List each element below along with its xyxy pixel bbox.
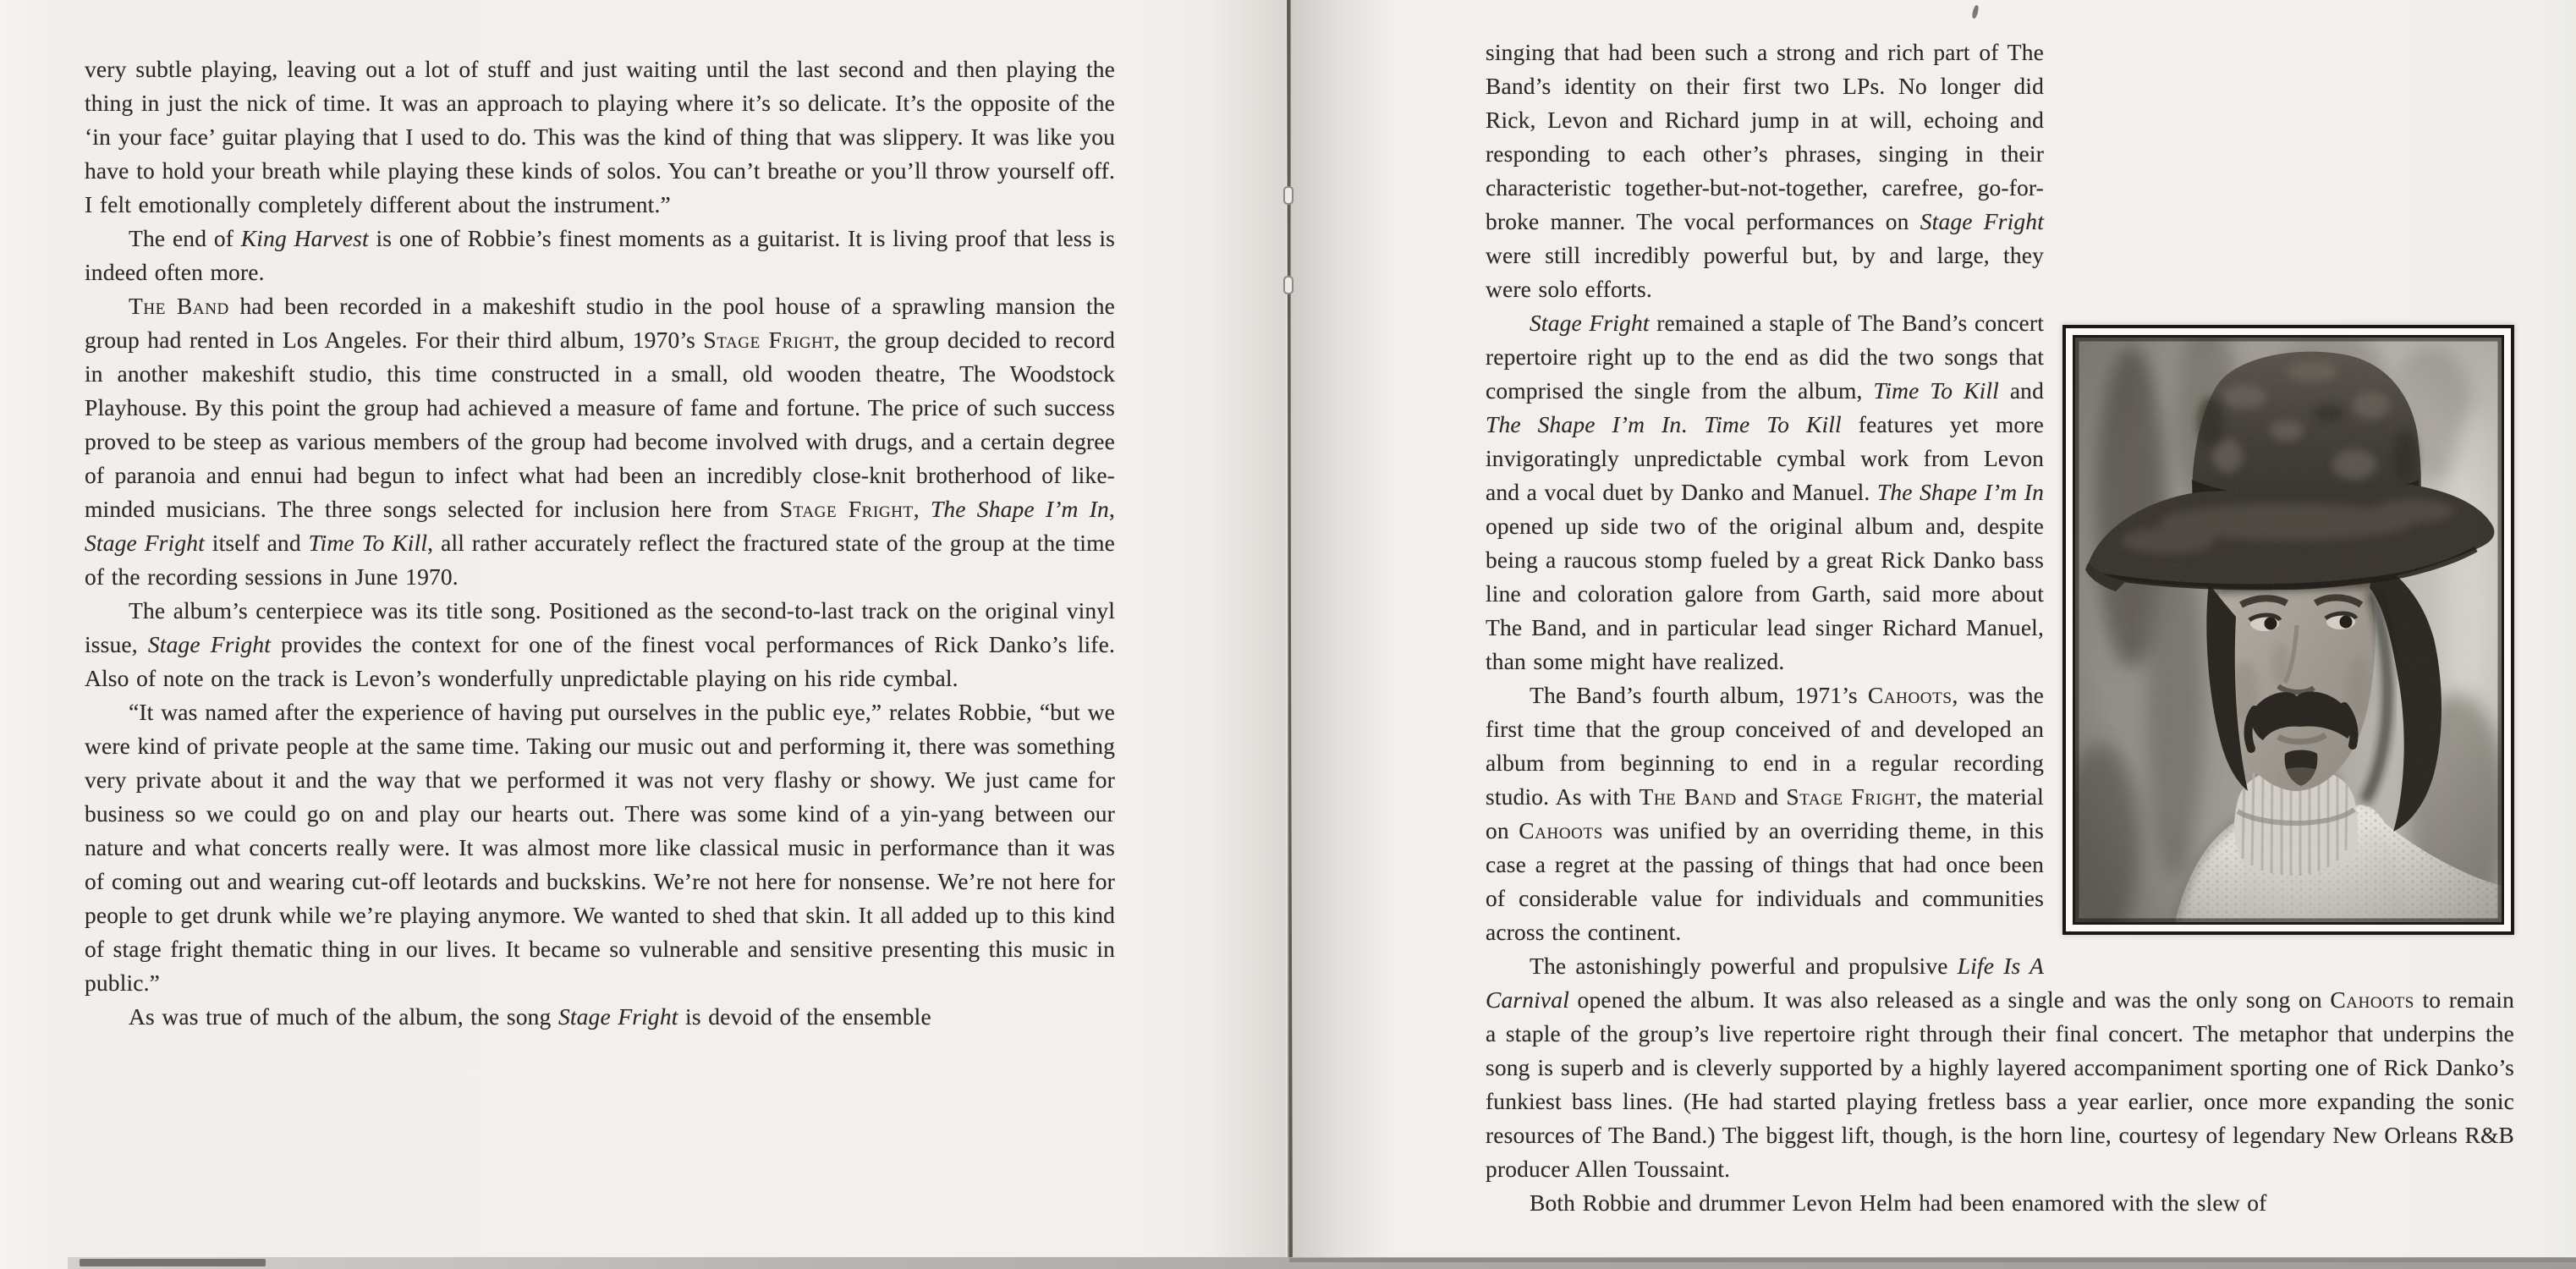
text-segment: Stage Fright [1530,310,1650,336]
right-text-column [1486,36,2514,1254]
text-segment: is devoid of the ensemble [678,1003,931,1030]
paragraph [85,1000,1115,1034]
text-segment: Cahoots [1867,682,1953,708]
text-segment: The Shape I’m In [1876,479,2044,505]
text-segment: The end of [129,225,241,251]
text-segment: . [1681,411,1705,437]
text-segment: , [1108,496,1115,522]
text-segment: itself and [204,530,309,556]
text-segment: The Band’s fourth album, 1971’s [1530,682,1868,708]
text-segment: , [913,496,931,522]
paragraph [85,52,1115,222]
portrait-photo [2073,335,2504,925]
text-segment: Stage Fright [1920,208,2044,234]
gutter-shadow-left [1210,0,1286,1269]
text-segment: , the material on [1486,783,2044,843]
scan-bottom-edge-right [1289,1258,2576,1262]
left-text-column [85,52,1115,1254]
text-segment: singing that had been such a strong and rich part of The Band’s identity on their first two LPs. No longer did Rick, Levon and Richard jump in at will, echoing and responding to each other’s phrases, singing in their characteristic together-but-not-together, carefree, go-for-broke manner. The vocal performances on [1486,39,2044,234]
text-segment: Cahoots [2330,986,2414,1013]
text-segment: Stage Fright [779,496,914,522]
text-segment: The album’s centerpiece was its title song. Positioned as the second-to-last track on the original vinyl issue, [85,597,1115,657]
text-segment: Stage Fright [147,631,272,657]
text-segment: had been recorded in a makeshift studio in the pool house of a sprawling mansion the group had rented in Los Angeles. For their third album, 1970’s [85,293,1115,353]
text-segment: were still incredibly powerful but, by and large, they were solo efforts. [1486,242,2044,302]
paragraph [1486,949,2514,1186]
text-segment: As was true of much of the album, the song [129,1003,558,1030]
text-segment: Time To Kill [1873,377,1999,404]
text-segment: Stage Fright [85,530,205,556]
text-segment: Both Robbie and drummer Levon Helm had been enamored with the slew of [1530,1189,2267,1216]
text-segment: The Shape I’m In [1486,411,1682,437]
text-segment: The astonishingly powerful and propulsive [1530,953,1958,979]
text-segment: Time To Kill [1704,411,1842,437]
paragraph [85,594,1115,695]
text-segment: very subtle playing, leaving out a lot of stuff and just waiting until the last second and then playing the thing in just the nick of time. It was an approach to playing where it’s so delicate. It’s the opposite of the ‘in your face’ guitar playing that I used to do. This was the kind of thing that was slippery. It was like you have to hold your breath while playing these kinds of solos. You can’t breathe or you’ll throw yourself off. I felt emotionally completely different about the instrument.” [85,56,1115,217]
text-segment: , was the first time that the group conceived of and developed an album from beginning to end in a regular recording studio. As with [1486,682,2044,810]
text-segment: Stage Fright [1786,783,1917,810]
text-segment: Stage Fright [703,327,834,353]
text-segment: remained a staple of The Band’s concert repertoire right up to the end as did the two songs that comprised the single from the album, [1486,310,2044,404]
paragraph [1486,1186,2514,1220]
text-segment: opened up side two of the original album and, despite being a raucous stomp fueled by a great Rick Danko bass line and coloration galore from Garth, said more about The Band, and in particular lead singer Richard Manuel, than some might have realized. [1486,513,2044,674]
portrait-photo-art [2075,338,2502,922]
text-segment: Time To Kill [308,530,428,556]
gutter-shadow-right [1292,0,1393,1269]
scan-bottom-edge-dark-segment [80,1259,266,1266]
text-segment: and [1736,783,1787,810]
text-segment: , all rather accurately reflect the fractured state of the group at the time of the recording sessions in June 1970. [85,530,1115,590]
text-segment: “It was named after the experience of having put ourselves in the public eye,” relates Robbie, “but we were kind of private people at the same time. Taking our music out and performing it, there was something very private about it and the way that we performed it was not very flashy or showy. We just came for business so we could go on and play our hearts out. There was some kind of a yin-yang between our nature and what concerts really were. It was almost more like classical music in performance than it was of coming out and wearing cut-off leotards and buckskins. We’re not here for nonsense. We’re not here for people to get drunk while we’re playing anymore. We wanted to shed that skin. It all added up to this kind of stage fright thematic thing in our lives. It became so vulnerable and sensitive presenting this music in public.” [85,699,1115,996]
text-segment: Life Is A Carnival [1486,953,2044,1013]
text-segment: , the group decided to record in another makeshift studio, this time constructed in a small, old wooden theatre, The Woodstock Playhouse. By this point the group had achieved a measure of fame and fortune. The price of such success proved to be steep as various members of the group had become involved with drugs, and a certain degree of paranoia and ennui had begun to infect what had been an incredibly close-knit brotherhood of like-minded musicians. The three songs selected for inclusion here from [85,327,1116,522]
portrait-photo-frame [2062,325,2514,935]
text-segment: is one of Robbie’s finest moments as a guitarist. It is living proof that less is indeed often more. [85,225,1115,285]
text-segment: The Band [129,293,229,319]
paragraph [85,289,1115,594]
text-segment: Cahoots [1519,817,1603,843]
text-segment: was unified by an overriding theme, in this case a regret at the passing of things that had once been of considerable value for individuals and communities across the continent. [1486,817,2044,945]
text-segment: and [1998,377,2044,404]
text-segment: The Band [1639,783,1737,810]
text-segment: features yet more invigoratingly unpredictable cymbal work from Levon and a vocal duet by Danko and Manuel. [1486,411,2044,505]
text-segment: opened the album. It was also released as a single and was the only song on [1568,986,2331,1013]
text-segment: King Harvest [240,225,369,251]
text-segment: to remain a staple of the group’s live repertoire right through their final concert. The metaphor that underpins the song is superb and is cleverly supported by a highly layered accompaniment sporting one of Rick Danko’s funkiest bass lines. (He had started playing fretless bass a year earlier, once more expanding the sonic resources of The Band.) The biggest lift, though, is the horn line, courtesy of legendary New Orleans R&B producer Allen Toussaint. [1486,986,2514,1182]
paragraph [1486,36,2514,306]
text-segment: Stage Fright [557,1003,678,1030]
staple-top [1283,186,1293,205]
right-page [1289,0,2576,1269]
paragraph [85,695,1115,1000]
staple-bottom [1283,276,1293,294]
text-segment: provides the context for one of the finest vocal performances of Rick Danko’s life. Also of note on the track is Levon’s wonderfully unpredictable playing on his ride cymbal. [85,631,1115,691]
text-segment: The Shape I’m In [930,496,1109,522]
paragraph [85,222,1115,289]
